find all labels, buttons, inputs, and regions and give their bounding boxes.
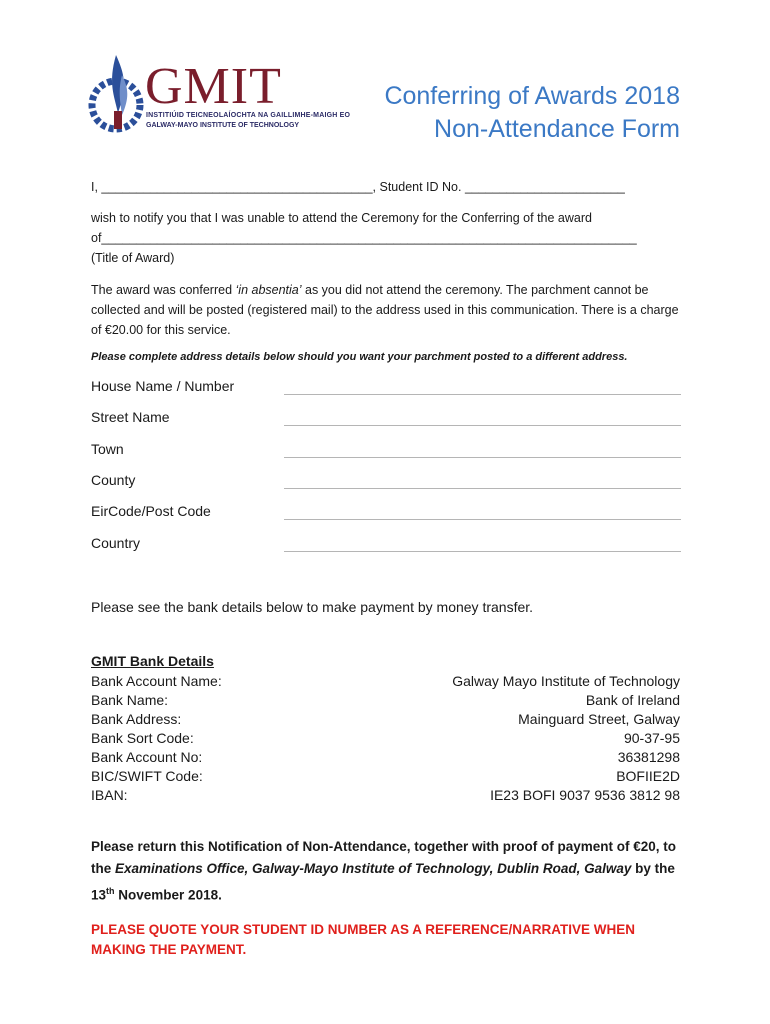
bank-detail-value: 90-37-95 <box>623 730 680 746</box>
address-field-input-line[interactable] <box>284 394 681 395</box>
address-note: Please complete address details below should you want your parchment posted to a different address. <box>91 351 628 363</box>
logo-irish-name: INSTITIÚID TEICNEOLAÍOCHTA NA GAILLIMHE-MAIGH EO <box>146 112 351 119</box>
address-field-input-line[interactable] <box>284 519 681 520</box>
return-instructions <box>91 836 691 907</box>
bank-detail-value: Bank of Ireland <box>585 692 680 708</box>
address-field-input-line[interactable] <box>284 457 681 458</box>
bank-detail-label: Bank Account Name: <box>91 673 222 689</box>
bank-detail-row <box>91 729 680 748</box>
gmit-logo <box>88 55 351 140</box>
address-field-label: House Name / Number <box>91 378 235 394</box>
return-text-2: by the 13 <box>91 861 675 903</box>
title-line-2: Non-Attendance Form <box>434 115 680 143</box>
bank-detail-value: IE23 BOFI 9037 9536 3812 98 <box>490 787 680 803</box>
logo-english-name: GALWAY-MAYO INSTITUTE OF TECHNOLOGY <box>146 122 300 129</box>
absentia-text-1: The award was conferred <box>91 283 236 297</box>
gear-flame-emblem-icon <box>88 55 148 140</box>
address-field-input-line[interactable] <box>284 551 681 552</box>
notify-line: wish to notify you that I was unable to attend the Ceremony for the Conferring of the award <box>91 211 592 225</box>
address-field-row <box>91 471 681 502</box>
address-field-input-line[interactable] <box>284 488 681 489</box>
absentia-text-2: as you did not attend the ceremony. The parchment cannot be collected and will be posted (registered mail) to the address used in this communication. There is a charge of €20.00 for this service. <box>91 283 679 337</box>
address-field-label: Country <box>91 534 141 551</box>
award-title-line[interactable]: of_____________________________________________________________________________ <box>91 231 637 245</box>
bank-detail-label: IBAN: <box>91 787 128 803</box>
logo-wordmark: GMIT <box>145 58 282 115</box>
return-date-suffix: th <box>106 886 115 896</box>
award-title-caption: (Title of Award) <box>91 251 175 265</box>
bank-detail-row <box>91 672 680 691</box>
address-field-input-line[interactable] <box>284 425 681 426</box>
return-text-3: November 2018. <box>114 887 222 903</box>
address-field-label: EirCode/Post Code <box>91 503 211 520</box>
address-field-row <box>91 534 681 565</box>
bank-detail-label: Bank Account No: <box>91 749 203 765</box>
title-line-1: Conferring of Awards 2018 <box>384 82 680 110</box>
bank-intro: Please see the bank details below to make payment by money transfer. <box>91 599 534 615</box>
bank-detail-row <box>91 710 680 729</box>
bank-detail-row <box>91 748 680 767</box>
address-field-row <box>91 502 681 533</box>
payment-reference-warning: PLEASE QUOTE YOUR STUDENT ID NUMBER AS A REFERENCE/NARRATIVE WHEN MAKING THE PAYMENT. <box>91 922 636 957</box>
form-title <box>384 80 680 146</box>
bank-detail-value: BOFIIE2D <box>616 768 680 784</box>
absentia-paragraph <box>91 280 681 340</box>
address-field-row <box>91 408 681 439</box>
address-field-row <box>91 440 681 471</box>
student-name-id-line[interactable]: I, _______________________________________, Student ID No. _______________________ <box>91 180 625 194</box>
return-text-1: Please return this Notification of Non-Attendance, together with proof of payment of €20, to the <box>91 839 677 876</box>
bank-detail-label: Bank Address: <box>91 711 182 727</box>
bank-details-title: GMIT Bank Details <box>91 653 214 669</box>
address-field-label: Street Name <box>91 409 170 426</box>
address-field-label: Town <box>91 440 124 457</box>
bank-detail-label: BIC/SWIFT Code: <box>91 768 203 784</box>
bank-detail-label: Bank Sort Code: <box>91 730 194 746</box>
bank-detail-row <box>91 691 680 710</box>
bank-detail-row <box>91 786 680 805</box>
bank-detail-label: Bank Name: <box>91 692 169 708</box>
address-field-label: County <box>91 471 136 488</box>
bank-detail-value: Mainguard Street, Galway <box>518 711 680 727</box>
absentia-italic: ‘in absentia’ <box>235 283 302 297</box>
bank-detail-value: Galway Mayo Institute of Technology <box>452 673 680 689</box>
address-field-row <box>91 377 681 408</box>
bank-detail-value: 36381298 <box>617 749 680 765</box>
return-address: Examinations Office, Galway-Mayo Institute of Technology, Dublin Road, Galway <box>115 861 632 876</box>
bank-detail-row <box>91 767 680 786</box>
